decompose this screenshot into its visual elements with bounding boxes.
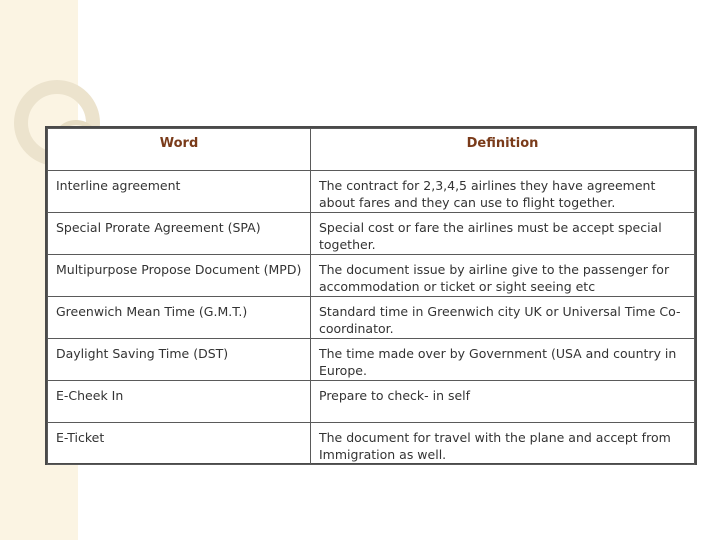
header-word: Word: [48, 129, 311, 171]
word-cell: Multipurpose Propose Document (MPD): [48, 255, 311, 297]
table-row: [48, 213, 695, 255]
glossary-table-frame: [45, 126, 697, 465]
definition-cell: Special cost or fare the airlines must be accept special together.: [311, 213, 695, 255]
word-cell: Special Prorate Agreement (SPA): [48, 213, 311, 255]
word-cell: E-Ticket: [48, 423, 311, 465]
header-definition: Definition: [311, 129, 695, 171]
word-cell: Greenwich Mean Time (G.M.T.): [48, 297, 311, 339]
word-cell: E-Cheek In: [48, 381, 311, 423]
definition-cell: The time made over by Government (USA and country in Europe.: [311, 339, 695, 381]
table-row: [48, 423, 695, 465]
definition-cell: The document issue by airline give to the passenger for accommodation or ticket or sight seeing etc: [311, 255, 695, 297]
definition-cell: Standard time in Greenwich city UK or Universal Time Co-coordinator.: [311, 297, 695, 339]
word-cell: Interline agreement: [48, 171, 311, 213]
table-row: [48, 171, 695, 213]
definition-cell: Prepare to check- in self: [311, 381, 695, 423]
table-header-row: [48, 129, 695, 171]
word-cell: Daylight Saving Time (DST): [48, 339, 311, 381]
table-row: [48, 339, 695, 381]
definition-cell: The contract for 2,3,4,5 airlines they have agreement about fares and they can use to flight together.: [311, 171, 695, 213]
definition-cell: The document for travel with the plane and accept from Immigration as well.: [311, 423, 695, 465]
table-row: [48, 255, 695, 297]
table-row: [48, 381, 695, 423]
table-row: [48, 297, 695, 339]
glossary-table: [47, 128, 695, 465]
